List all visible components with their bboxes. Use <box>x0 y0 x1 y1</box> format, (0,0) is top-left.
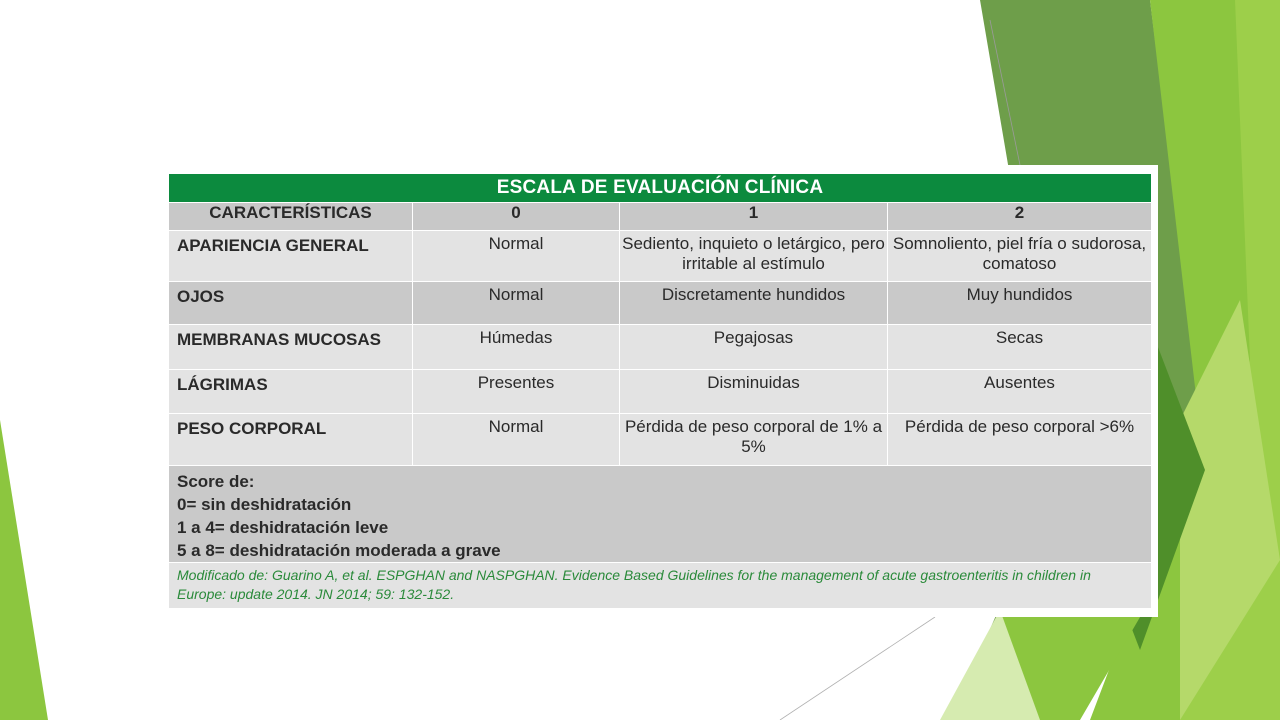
row-value-2: Secas <box>888 325 1152 370</box>
header-score-2: 2 <box>888 203 1152 231</box>
table-row <box>169 325 1152 370</box>
row-value-1: Pérdida de peso corporal de 1% a 5% <box>620 414 888 466</box>
row-feature: LÁGRIMAS <box>169 370 413 414</box>
header-score-0: 0 <box>413 203 620 231</box>
row-value-0: Normal <box>413 231 620 282</box>
row-feature: OJOS <box>169 282 413 325</box>
row-value-0: Normal <box>413 282 620 325</box>
table-row <box>169 282 1152 325</box>
row-feature: MEMBRANAS MUCOSAS <box>169 325 413 370</box>
score-heading: Score de: <box>177 472 255 491</box>
score-line: 5 a 8= deshidratación moderada a grave <box>177 541 501 560</box>
table-row <box>169 414 1152 466</box>
score-legend <box>169 466 1152 563</box>
score-line: 1 a 4= deshidratación leve <box>177 518 389 537</box>
reference-citation: Modificado de: Guarino A, et al. ESPGHAN and NASPGHAN. Evidence Based Guidelines for the management of acute gastroenteritis in children in Europe: update 2014. JN 2014; 59: 132-152. <box>169 563 1152 609</box>
table-title: ESCALA DE EVALUACIÓN CLÍNICA <box>169 174 1152 203</box>
row-value-2: Muy hundidos <box>888 282 1152 325</box>
row-value-1: Pegajosas <box>620 325 888 370</box>
clinical-scale-table <box>168 173 1152 609</box>
row-value-2: Somnoliento, piel fría o sudorosa, comatoso <box>888 231 1152 282</box>
score-line: 0= sin deshidratación <box>177 495 352 514</box>
row-value-0: Presentes <box>413 370 620 414</box>
row-value-1: Disminuidas <box>620 370 888 414</box>
row-value-2: Ausentes <box>888 370 1152 414</box>
header-row <box>169 203 1152 231</box>
score-row <box>169 466 1152 563</box>
row-feature: APARIENCIA GENERAL <box>169 231 413 282</box>
row-value-0: Normal <box>413 414 620 466</box>
thin-line-bottom <box>780 617 935 720</box>
row-value-2: Pérdida de peso corporal >6% <box>888 414 1152 466</box>
left-green-sliver <box>0 420 48 720</box>
row-value-0: Húmedas <box>413 325 620 370</box>
table-row <box>169 231 1152 282</box>
row-value-1: Sediento, inquieto o letárgico, pero irritable al estímulo <box>620 231 888 282</box>
row-value-1: Discretamente hundidos <box>620 282 888 325</box>
table-row <box>169 370 1152 414</box>
row-feature: PESO CORPORAL <box>169 414 413 466</box>
header-score-1: 1 <box>620 203 888 231</box>
reference-row <box>169 563 1152 609</box>
table-card <box>160 165 1158 617</box>
header-characteristics: CARACTERÍSTICAS <box>169 203 413 231</box>
